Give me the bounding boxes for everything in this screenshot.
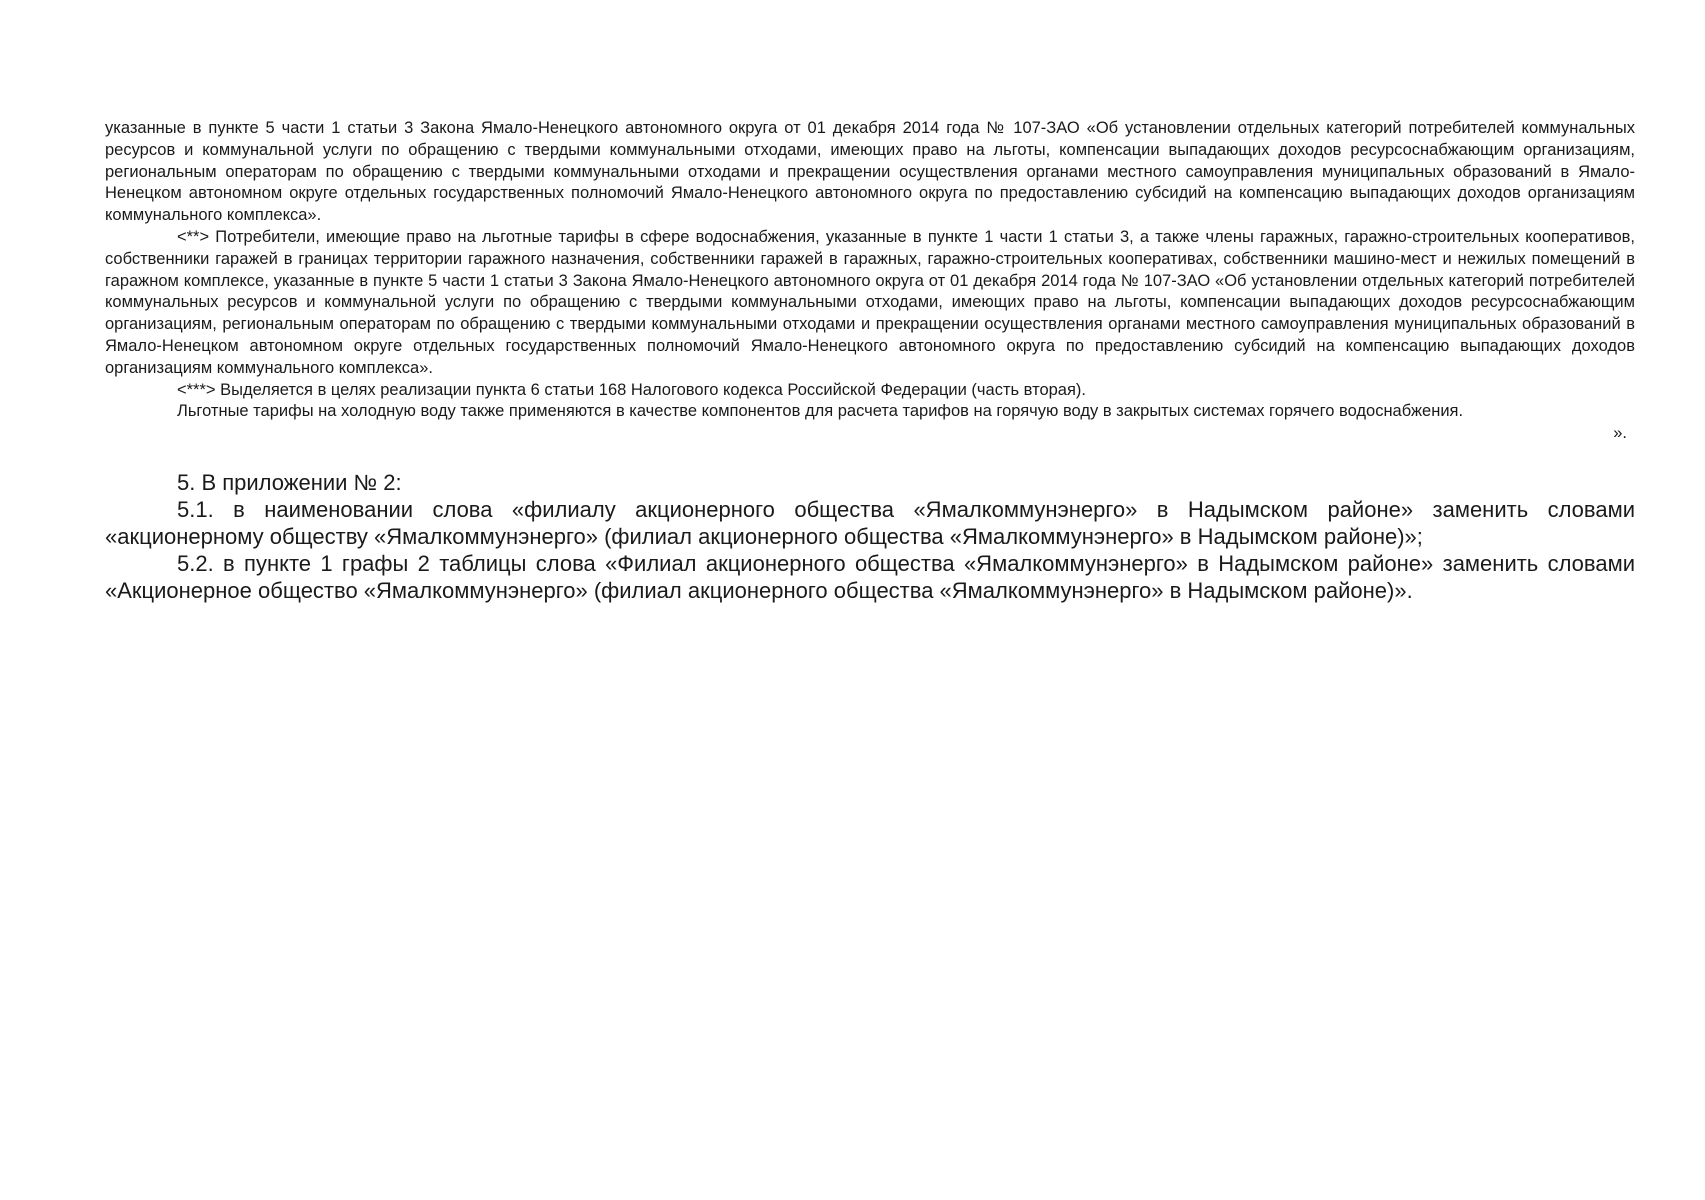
footnote-3: <***> Выделяется в целях реализации пункта 6 статьи 168 Налогового кодекса Российской Федерации (часть вторая).: [177, 380, 1086, 399]
footnote-note-hot-water: Льготные тарифы на холодную воду также применяются в качестве компонентов для расчета тарифов на горячую воду в закрытых системах горячего водоснабжения.: [177, 402, 1464, 421]
amendment-item-5-1: 5.1. в наименовании слова «филиалу акционерного общества «Ямалкоммунэнерго» в Надымском районе» заменить словами «акционерному обществу «Ямалкоммунэнерго» (филиал акционерного общества «Ямалкоммунэнерго» в Надымском районе)»;: [105, 496, 1635, 549]
closing-quote: ».: [1613, 424, 1627, 443]
footnote-closing: [105, 423, 1635, 445]
amendments-block: [105, 469, 1635, 604]
footnotes-block: [105, 118, 1635, 445]
document-page: [105, 118, 1635, 604]
amendment-item-5-2: 5.2. в пункте 1 графы 2 таблицы слова «Филиал акционерного общества «Ямалкоммунэнерго» в Надымском районе» заменить словами «Акционерное общество «Ямалкоммунэнерго» (филиал акционерного общества «Ямалкоммунэнерго» в Надымском районе)».: [105, 550, 1635, 603]
amendment-item-5: 5. В приложении № 2:: [177, 469, 402, 495]
footnote-continuation: указанные в пункте 5 части 1 статьи 3 Закона Ямало-Ненецкого автономного округа от 01 декабря 2014 года № 107-ЗАО «Об установлении отдельных категорий потребителей коммунальных ресурсов и коммунальной услуги по обращению с твердыми коммунальными отходами, имеющих право на льготы, компенсации выпадающих доходов ресурсоснабжающим организациям, региональным операторам по обращению с твердыми коммунальными отходами и прекращении осуществления органами местного самоуправления муниципальных образований в Ямало-Ненецком автономном округе отдельных государственных полномочий Ямало-Ненецкого автономного округа по предоставлению субсидий на компенсацию выпадающих доходов организациям коммунального комплекса».: [105, 119, 1635, 225]
footnote-2: <**> Потребители, имеющие право на льготные тарифы в сфере водоснабжения, указанные в пункте 1 части 1 статьи 3, а также члены гаражных, гаражно-строительных кооперативов, собственники гаражей в границах территории гаражного назначения, собственники гаражей в гаражных, гаражно-строительных кооперативах, собственники машино-мест и нежилых помещений в гаражном комплексе, указанные в пункте 5 части 1 статьи 3 Закона Ямало-Ненецкого автономного округа от 01 декабря 2014 года № 107-ЗАО «Об установлении отдельных категорий потребителей коммунальных ресурсов и коммунальной услуги по обращению с твердыми коммунальными отходами, имеющих право на льготы, компенсации выпадающих доходов ресурсоснабжающим организациям, региональным операторам по обращению с твердыми коммунальными отходами и прекращении осуществления органами местного самоуправления муниципальных образований в Ямало-Ненецком автономном округе отдельных государственных полномочий Ямало-Ненецкого автономного округа по предоставлению субсидий на компенсацию выпадающих доходов организациям коммунального комплекса».: [105, 227, 1635, 377]
